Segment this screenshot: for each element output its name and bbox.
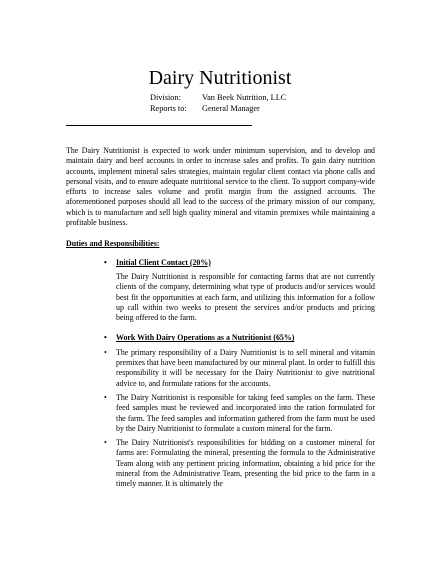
page-title: Dairy Nutritionist [148, 67, 292, 89]
section2-list [66, 333, 375, 489]
division-value: Van Beek Nutrition, LLC [202, 93, 287, 102]
section2-item-text: The Dairy Nutritionist is responsible for taking feed samples on the farm. These feed samples must be reviewed and incorporated into the ration formulated for the farm. The feed samples and information gathered from the farm must be used by the Dairy Nutritionist to formulate a custom mineral for the farm. [116, 392, 375, 433]
division-label: Division: [150, 93, 181, 102]
reports-to-label: Reports to: [150, 103, 187, 113]
job-meta [150, 93, 286, 114]
bullet-icon: • [104, 347, 107, 357]
list-item [66, 348, 375, 389]
list-item [66, 393, 375, 434]
section2-item-text: The Dairy Nutritionist's responsibilities for bidding on a customer mineral for farms are: Formulating the mineral, presenting the formula to the Administrative Team along with any pertinent pricing information, obtaining a bid price for the mineral from the Administrative Team, presenting the bid price to the farm in a timely manner. It is ultimately the [116, 438, 375, 489]
reports-to-row [150, 104, 286, 115]
bullet-icon: • [104, 392, 107, 402]
intro-paragraph: The Dairy Nutritionist is expected to work under minimum supervision, and to develop and maintain dairy and beef accounts in order to increase sales and profits. To gain dairy nutrition accounts, implement mineral sales strategies, maintain regular client contact via phone calls and personal visits, and to ensure adequate nutritional service to the client. To support company-wide efforts to increase sales volume and profit margin from the assigned accounts. The aforementioned purposes should all lead to the success of the primary mission of our company, which is to manufacture and sell high quality mineral and vitamin premixes while maintaining a profitable business. [66, 146, 375, 228]
horizontal-rule [66, 125, 252, 126]
section2-heading: Work With Dairy Operations as a Nutritionist (65%) [116, 333, 295, 343]
division-row [150, 93, 286, 104]
bullet-icon: • [104, 438, 107, 448]
bullet-icon: • [104, 257, 107, 267]
section2-heading-item [66, 333, 375, 343]
duties-heading: Duties and Responsibilities: [66, 239, 160, 249]
reports-to-value: General Manager [202, 103, 260, 113]
bullet-icon: • [104, 333, 107, 343]
document-body [66, 146, 375, 494]
section1-list [66, 258, 375, 324]
section1-heading-item [66, 258, 375, 268]
section1-heading: Initial Client Contact (20%) [116, 257, 211, 267]
list-item [66, 272, 375, 323]
section1-item-text: The Dairy Nutritionist is responsible for contacting farms that are not currently clients of the company, determining what type of products and/or services would best fit the opportunities at each farm, and utilizing this information for a follow up call within two weeks to present the services and/or products and pricing being offered to the farm. [116, 271, 375, 323]
section2-item-text: The primary responsibility of a Dairy Nutritionist is to sell mineral and vitamin premixes that have been manufactured by our mineral plant. In order to fulfill this responsibility it will be necessary for the Dairy Nutritionist to give nutritional advice to, and formulate rations for the accounts. [116, 347, 375, 388]
list-item [66, 438, 375, 489]
